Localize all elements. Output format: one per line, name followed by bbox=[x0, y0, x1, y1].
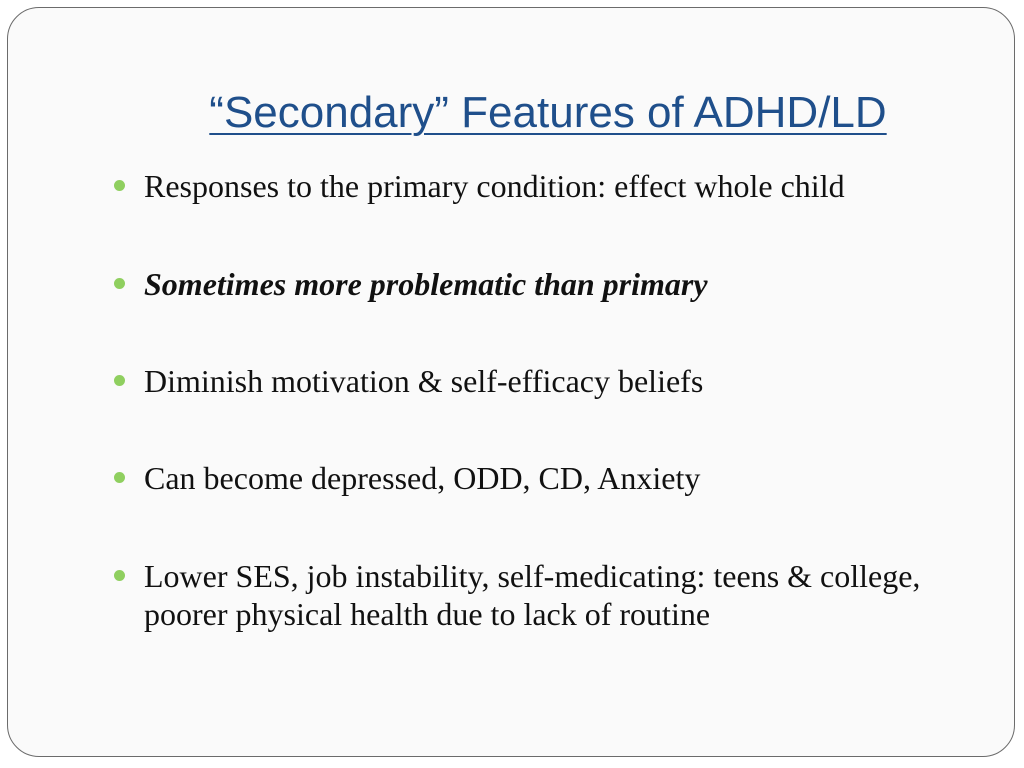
bullet-text: Diminish motivation & self-efficacy beliefs bbox=[144, 363, 704, 399]
bullet-text: Lower SES, job instability, self-medicating: teens & college, poorer physical health due to lack of routine bbox=[144, 558, 921, 632]
bullet-dot-icon bbox=[114, 570, 125, 581]
bullet-text: Can become depressed, ODD, CD, Anxiety bbox=[144, 460, 701, 496]
bullet-dot-icon bbox=[114, 180, 125, 191]
bullet-dot-icon bbox=[114, 278, 125, 289]
bullet-text: Responses to the primary condition: effect whole child bbox=[144, 168, 845, 204]
slide-title: “Secondary” Features of ADHD/LD bbox=[209, 88, 887, 137]
bullet-item bbox=[114, 557, 944, 633]
bullet-item bbox=[114, 459, 944, 497]
bullet-item bbox=[114, 167, 944, 205]
bullet-item bbox=[114, 362, 944, 400]
bullet-item bbox=[114, 265, 944, 303]
bullet-dot-icon bbox=[114, 375, 125, 386]
bullet-text: Sometimes more problematic than primary bbox=[144, 266, 708, 302]
bullet-dot-icon bbox=[114, 472, 125, 483]
